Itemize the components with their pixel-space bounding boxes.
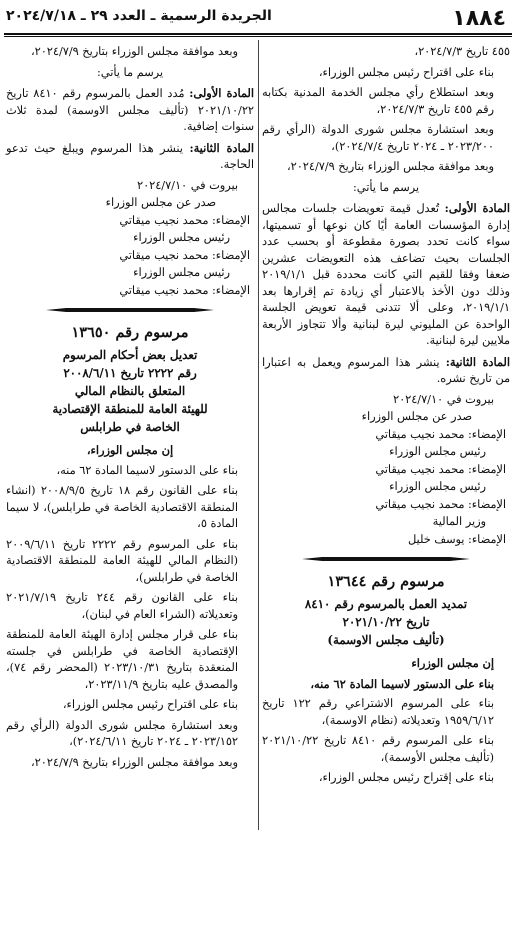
paragraph: وبعد استشارة مجلس شورى الدولة (الرأي رقم ٢٠٢٣/٢٠٠ ـ ٢٠٢٤ تاريخ ٢٠٢٤/٧/٤)، [262,123,494,153]
paragraph: بناء على المرسوم الاشتراعي رقم ١٢٢ تاريخ ١٩٥٩/٦/١٢ وتعديلاته (نظام الاوسمة)، [262,697,494,727]
paragraph: بناء على القانون رقم ٢٤٤ تاريخ ٢٠٢١/٧/١٩ وتعديلاته (الشراء العام في لبنان)، [6,591,238,621]
paragraph: ٤٥٥ تاريخ ٢٠٢٤/٧/٣، [414,45,510,58]
paragraph: بناء على الدستور لاسيما المادة ٦٢ منه، [56,463,238,477]
header-rule-thick [4,33,512,35]
decree-title: مرسوم رقم ١٣٦٥٠ [71,324,189,341]
signature-role: رئيس مجلس الوزراء [133,231,230,244]
signature-issuer: صدر عن مجلس الوزراء [361,410,472,423]
signature-role: رئيس مجلس الوزراء [389,480,486,493]
signature-name: الإمضاء: يوسف خليل [408,532,506,546]
decree-subtitle: المتعلق بالنظام المالي [74,384,186,398]
decree-subtitle: الخاصة في طرابلس [80,420,180,434]
decree-formula: يرسم ما يأتي: [353,180,419,194]
paragraph: بناء على القانون رقم ١٨ تاريخ ٢٠٠٨/٩/٥ (انشاء المنطقة الاقتصادية الخاصة في طرابلس)، لا سيما المادة ٥، [6,484,238,530]
article-2 [6,140,254,174]
signature-name: الإمضاء: محمد نجيب ميقاتي [119,213,250,227]
paragraph: إن مجلس الوزراء [411,656,494,670]
decree-subtitle: للهيئة العامة للمنطقة الإقتصادية [52,402,208,416]
signature-role: رئيس مجلس الوزراء [133,266,230,279]
signature-name: الإمضاء: محمد نجيب ميقاتي [375,497,506,511]
paragraph: بناء على إقتراح رئيس مجلس الوزراء، [318,771,494,784]
decree-subtitle: تعديل بعض أحكام المرسوم [62,348,198,362]
article-1 [262,200,510,350]
gazette-issue-title: الجريدة الرسمية ـ العدد ٢٩ ـ ٢٠٢٤/٧/١٨ [6,8,272,24]
page-number: ١٨٨٤ [452,6,506,31]
article-label: المادة الأولى: [444,201,510,215]
paragraph: وبعد موافقة مجلس الوزراء بتاريخ ٢٠٢٤/٧/٩، [31,45,238,58]
paragraph: وبعد استشارة مجلس شورى الدولة (الرأي رقم ٢٠٢٣/١٥٢ ـ ٢٠٢٤ تاريخ ٢٠٢٤/٦/١١)، [6,718,238,748]
decree-title: مرسوم رقم ١٣٦٤٤ [327,573,445,590]
paragraph: وبعد موافقة مجلس الوزراء بتاريخ ٢٠٢٤/٧/٩، [287,160,494,173]
article-text: مُدد العمل بالمرسوم رقم ٨٤١٠ تاريخ ٢٠٢١/١٠/٢٢ (تأليف مجلس الاوسمة) لمدة ثلاث سنوات إضافية. [6,87,254,133]
paragraph: بناء على اقتراح رئيس مجلس الوزراء، [318,65,494,79]
decree-subtitle: رقم ٢٢٢٢ تاريخ ٢٠٠٨/٦/١١ [63,366,197,380]
decree-subtitle: تاريخ ٢٠٢١/١٠/٢٢ [342,615,430,629]
article-label: المادة الثانية: [445,354,510,369]
column-divider [258,40,259,830]
date-line: بيروت في ٢٠٢٤/٧/١٠ [393,392,494,406]
signature-name: الإمضاء: محمد نجيب ميقاتي [375,427,506,441]
paragraph: بناء على اقتراح رئيس مجلس الوزراء، [62,698,238,711]
page-header [0,4,516,34]
decree-subtitle: (تأليف مجلس الاوسمة) [327,633,445,647]
article-text: تُعدل قيمة تعويضات جلسات مجالس إدارة المؤسسات العامة أيًا كان نوعها أو تسميتها، سواء كانت تحدد بصورة مقطوعة أو بحسب عدد الجلسات بحيث تضاعف هذه التعويضات عشرين ضعفا وفقا للقيم التي كانت محددة قبل ٢٠١٩/١/١ وذلك دون الأخذ بالاعتبار أي زيادة تم إقرارها بعد ٢٠١٩/١/١، وعلى ألا تتدنى قيمة تعويض الجلسة الواحدة عن المليوني ليرة لبنانية وألا تتجاوز الأربعة ملايين ليرة لبنانية. [262,202,510,347]
decree-formula: يرسم ما يأتي: [97,65,163,79]
section-separator [6,303,254,317]
article-text: ينشر هذا المرسوم ويبلغ حيث تدعو الحاجة. [6,141,254,171]
section-separator [262,552,510,566]
signature-name: الإمضاء: محمد نجيب ميقاتي [119,248,250,262]
article-label: المادة الثانية: [189,140,254,155]
paragraph: بناء على قرار مجلس إدارة الهيئة العامة للمنطقة الإقتصادية الخاصة في طرابلس في جلسته المنعقدة بتاريخ ٢٠٢٣/١٠/٣١ (المحضر رقم ٧٤)، والمصدق عليه بتاريخ ٢٠٢٣/١١/٩، [6,628,238,691]
signature-role: وزير المالية [432,515,486,528]
signature-role: رئيس مجلس الوزراء [389,445,486,458]
article-label: المادة الأولى: [189,86,254,100]
signature-name: الإمضاء: محمد نجيب ميقاتي [375,462,506,476]
left-column [6,44,254,775]
paragraph: وبعد استطلاع رأي مجلس الخدمة المدنية بكتابه رقم ٤٥٥ تاريخ ٢٠٢٤/٧/٣، [262,86,494,116]
paragraph: بناء على المرسوم رقم ٢٢٢٢ تاريخ ٢٠٠٩/٦/١١ (النظام المالي للهيئة العامة للمنطقة الاقتصادية الخاصة في طرابلس)، [6,537,238,584]
paragraph: بناء على الدستور لاسيما المادة ٦٢ منه، [310,676,494,691]
paragraph: بناء على المرسوم رقم ٨٤١٠ تاريخ ٢٠٢١/١٠/٢٢ (تأليف مجلس الأوسمة)، [262,734,494,764]
signature-name: الإمضاء: محمد نجيب ميقاتي [119,283,250,297]
header-rule-thin [4,36,512,37]
article-2 [262,354,510,388]
right-column [262,44,510,791]
article-1 [6,85,254,136]
preamble-heading: إن مجلس الوزراء، [86,443,174,457]
date-line: بيروت في ٢٠٢٤/٧/١٠ [137,178,238,192]
decree-subtitle: تمديد العمل بالمرسوم رقم ٨٤١٠ [304,597,468,611]
article-text: ينشر هذا المرسوم ويعمل به اعتبارا من تاريخ نشره. [262,355,510,385]
signature-issuer: صدر عن مجلس الوزراء [105,196,216,209]
paragraph: وبعد موافقة مجلس الوزراء بتاريخ ٢٠٢٤/٧/٩، [31,755,238,769]
